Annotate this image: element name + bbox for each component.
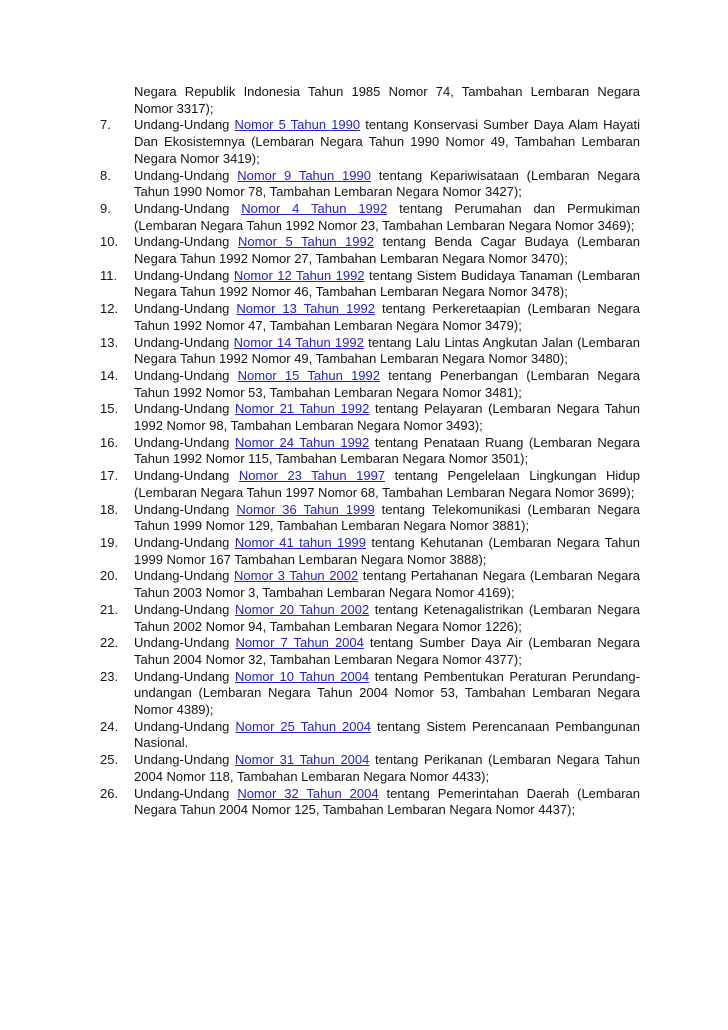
item-number: 22.: [100, 635, 119, 651]
law-link[interactable]: Nomor 13 Tahun 1992: [236, 301, 375, 317]
item-number: 10.: [100, 234, 119, 250]
item-text: [134, 535, 640, 568]
law-link[interactable]: Nomor 5 Tahun 1992: [237, 234, 374, 250]
item-rest: tentang Lalu Lintas Angkutan Jalan (Lembaran Negara Tahun 1992 Nomor 49, Tambahan Lembaran Negara Nomor 3480);: [134, 334, 640, 367]
law-link[interactable]: Nomor 12 Tahun 1992: [233, 267, 365, 283]
item-rest: tentang Pertahanan Negara (Lembaran Negara Tahun 2003 Nomor 3, Tambahan Lembaran Negara Nomor 4169);: [134, 568, 640, 601]
item-rest: tentang Perumahan dan Permukiman (Lembaran Negara Tahun 1992 Nomor 23, Tambahan Lembaran Negara Nomor 3469);: [134, 200, 640, 233]
item-prefix: Undang-Undang: [134, 234, 230, 250]
list-item: [100, 435, 640, 468]
item-prefix: Undang-Undang: [134, 668, 230, 684]
item-text: [134, 435, 640, 468]
continuation-paragraph: Negara Republik Indonesia Tahun 1985 Nomor 74, Tambahan Lembaran Negara Nomor 3317);: [134, 84, 640, 116]
item-rest: tentang Penataan Ruang (Lembaran Negara Tahun 1992 Nomor 115, Tambahan Lembaran Negara Nomor 3501);: [134, 434, 640, 467]
item-rest: tentang Sistem Perencanaan Pembangunan Nasional.: [134, 718, 640, 751]
item-rest: tentang Benda Cagar Budaya (Lembaran Negara Tahun 1992 Nomor 27, Tambahan Lembaran Negara Nomor 3470);: [134, 234, 640, 267]
item-number: 9.: [100, 200, 111, 216]
list-item: [100, 568, 640, 601]
item-number: 8.: [100, 167, 111, 183]
item-prefix: Undang-Undang: [134, 501, 230, 517]
item-prefix: Undang-Undang: [134, 267, 230, 283]
list-item: [100, 786, 640, 819]
list-item: [100, 719, 640, 752]
item-number: 19.: [100, 534, 119, 550]
law-link[interactable]: Nomor 20 Tahun 2002: [234, 601, 370, 617]
item-number: 14.: [100, 367, 119, 383]
law-link[interactable]: Nomor 24 Tahun 1992: [234, 434, 370, 450]
item-prefix: Undang-Undang: [134, 635, 230, 651]
item-text: [134, 117, 640, 167]
law-link[interactable]: Nomor 5 Tahun 1990: [234, 117, 361, 133]
item-rest: tentang Penerbangan (Lembaran Negara Tahun 1992 Nomor 53, Tambahan Lembaran Negara Nomor 3481);: [134, 367, 640, 400]
list-item: [100, 535, 640, 568]
item-rest: tentang Sistem Budidaya Tanaman (Lembaran Negara Tahun 1992 Nomor 46, Tambahan Lembaran Negara Nomor 3478);: [134, 267, 640, 300]
item-number: 16.: [100, 434, 119, 450]
item-text: [134, 468, 640, 501]
item-text: [134, 786, 640, 819]
item-text: [134, 201, 640, 234]
item-number: 25.: [100, 752, 119, 768]
item-prefix: Undang-Undang: [134, 568, 230, 584]
list-item: [100, 335, 640, 368]
list-item: [100, 752, 640, 785]
law-link[interactable]: Nomor 4 Tahun 1992: [241, 200, 388, 216]
law-link[interactable]: Nomor 41 tahun 1999: [234, 534, 366, 550]
list-item: [100, 368, 640, 401]
item-text: [134, 602, 640, 635]
item-text: [134, 234, 640, 267]
item-number: 17.: [100, 468, 119, 484]
list-item: [100, 268, 640, 301]
item-text: [134, 635, 640, 668]
item-rest: tentang Ketenagalistrikan (Lembaran Negara Tahun 2002 Nomor 94, Tambahan Lembaran Negara Nomor 1226);: [134, 601, 640, 634]
list-item: [100, 602, 640, 635]
law-link[interactable]: Nomor 36 Tahun 1999: [236, 501, 375, 517]
item-prefix: Undang-Undang: [134, 117, 230, 133]
list-item: [100, 168, 640, 201]
law-link[interactable]: Nomor 3 Tahun 2002: [234, 568, 359, 584]
item-prefix: Undang-Undang: [134, 601, 230, 617]
item-rest: tentang Kehutanan (Lembaran Negara Tahun 1999 Nomor 167 Tambahan Lembaran Negara Nomor 3888);: [134, 534, 640, 567]
item-number: 15.: [100, 401, 119, 417]
list-item: [100, 401, 640, 434]
law-link[interactable]: Nomor 7 Tahun 2004: [235, 635, 364, 651]
item-prefix: Undang-Undang: [134, 534, 230, 550]
item-prefix: Undang-Undang: [134, 334, 230, 350]
item-rest: tentang Telekomunikasi (Lembaran Negara Tahun 1999 Nomor 129, Tambahan Lembaran Negara Nomor 3881);: [134, 501, 640, 534]
list-item: [100, 468, 640, 501]
item-text: [134, 568, 640, 601]
item-prefix: Undang-Undang: [134, 468, 230, 484]
list-item: [100, 117, 640, 167]
item-text: [134, 168, 640, 201]
item-number: 26.: [100, 785, 119, 801]
item-rest: tentang Pemerintahan Daerah (Lembaran Negara Tahun 2004 Nomor 125, Tambahan Lembaran Negara Nomor 4437);: [134, 785, 640, 818]
law-link[interactable]: Nomor 25 Tahun 2004: [235, 718, 371, 734]
item-number: 12.: [100, 301, 119, 317]
item-rest: tentang Pengelelaan Lingkungan Hidup (Lembaran Negara Tahun 1997 Nomor 68, Tambahan Lembaran Negara Nomor 3699);: [134, 468, 640, 500]
list-item: [100, 669, 640, 719]
law-link[interactable]: Nomor 23 Tahun 1997: [238, 468, 386, 484]
law-link[interactable]: Nomor 15 Tahun 1992: [237, 367, 381, 383]
item-prefix: Undang-Undang: [134, 752, 230, 768]
item-prefix: Undang-Undang: [134, 785, 230, 801]
item-number: 24.: [100, 718, 119, 734]
item-text: [134, 502, 640, 535]
law-link[interactable]: Nomor 21 Tahun 1992: [235, 401, 370, 417]
item-text: [134, 752, 640, 785]
law-link[interactable]: Nomor 31 Tahun 2004: [235, 752, 370, 768]
item-rest: tentang Sumber Daya Air (Lembaran Negara Tahun 2004 Nomor 32, Tambahan Lembaran Negara Nomor 4377);: [134, 635, 640, 667]
list-item: [100, 234, 640, 267]
item-number: 13.: [100, 334, 119, 350]
item-number: 23.: [100, 668, 119, 684]
law-link[interactable]: Nomor 9 Tahun 1990: [237, 167, 371, 183]
law-link[interactable]: Nomor 14 Tahun 1992: [233, 334, 364, 350]
law-link[interactable]: Nomor 32 Tahun 2004: [237, 785, 379, 801]
list-item: [100, 502, 640, 535]
item-text: [134, 401, 640, 434]
law-link[interactable]: Nomor 10 Tahun 2004: [234, 668, 370, 684]
item-number: 21.: [100, 601, 119, 617]
item-number: 18.: [100, 501, 119, 517]
item-prefix: Undang-Undang: [134, 167, 230, 183]
item-text: [134, 301, 640, 334]
item-text: [134, 268, 640, 301]
item-rest: tentang Perkeretaapian (Lembaran Negara Tahun 1992 Nomor 47, Tambahan Lembaran Negara Nomor 3479);: [134, 301, 640, 333]
item-text: [134, 368, 640, 401]
item-number: 20.: [100, 568, 119, 584]
item-rest: tentang Perikanan (Lembaran Negara Tahun 2004 Nomor 118, Tambahan Lembaran Negara Nomor 4433);: [134, 752, 640, 784]
item-number: 7.: [100, 117, 111, 133]
item-text: [134, 335, 640, 368]
list-item: [100, 201, 640, 234]
item-rest: tentang Kepariwisataan (Lembaran Negara Tahun 1990 Nomor 78, Tambahan Lembaran Negara Nomor 3427);: [134, 167, 640, 200]
item-prefix: Undang-Undang: [134, 434, 230, 450]
item-prefix: Undang-Undang: [134, 301, 230, 317]
item-prefix: Undang-Undang: [134, 367, 230, 383]
item-prefix: Undang-Undang: [134, 200, 230, 216]
item-rest: tentang Konservasi Sumber Daya Alam Hayati Dan Ekosistemnya (Lembaran Negara Tahun 1990 Nomor 49, Tambahan Lembaran Negara Nomor 3419);: [134, 117, 640, 166]
item-rest: tentang Pelayaran (Lembaran Negara Tahun 1992 Nomor 98, Tambahan Lembaran Negara Nomor 3493);: [134, 401, 640, 434]
item-rest: tentang Pembentukan Peraturan Perundang-undangan (Lembaran Negara Tahun 2004 Nomor 53, Tambahan Lembaran Negara Nomor 4389);: [134, 668, 640, 718]
list-item: [100, 301, 640, 334]
item-text: [134, 669, 640, 719]
list-item: [100, 635, 640, 668]
item-text: [134, 719, 640, 752]
item-prefix: Undang-Undang: [134, 718, 230, 734]
item-number: 11.: [100, 267, 118, 283]
law-list: [100, 117, 640, 819]
item-prefix: Undang-Undang: [134, 401, 230, 417]
